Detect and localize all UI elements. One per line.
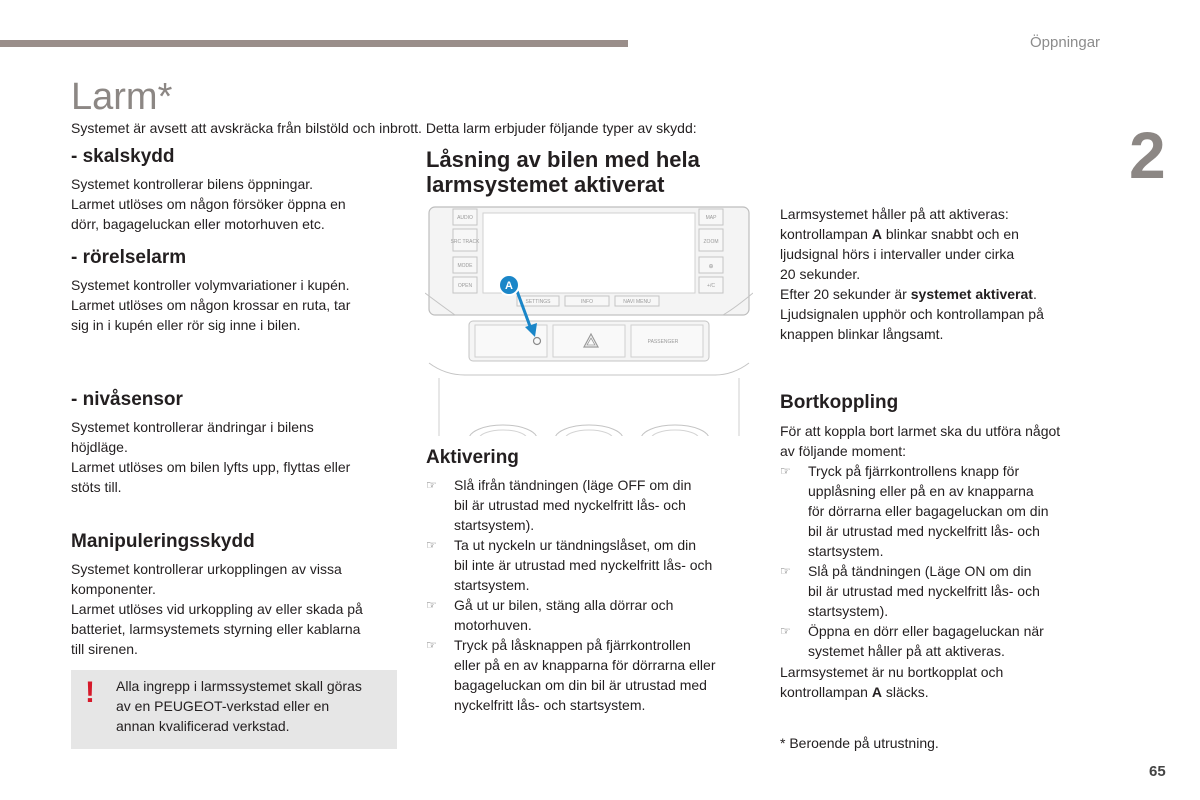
warning-line: av en PEUGEOT-verkstad eller en — [116, 698, 330, 714]
outro-text: släcks. — [881, 684, 929, 700]
lasning-heading — [426, 147, 700, 197]
nivasensor-line: Systemet kontrollerar ändringar i bilens — [71, 419, 314, 435]
step-line: Tryck på fjärrkontrollens knapp för — [808, 463, 1020, 479]
bortkoppling-heading: Bortkoppling — [780, 392, 899, 413]
softkey-info-label: INFO — [581, 299, 593, 305]
manipulering-line: Larmet utlöses vid urkoppling av eller skada på — [71, 601, 363, 617]
nivasensor-text — [71, 417, 350, 497]
pointing-hand-icon: ☞ — [780, 624, 791, 638]
btn-compass-label: ⊕ — [708, 264, 714, 270]
list-item — [426, 635, 716, 715]
softkey-settings-label: SETTINGS — [525, 299, 551, 305]
step-line: startsystem). — [454, 517, 535, 533]
page-number: 65 — [1149, 763, 1166, 780]
list-item — [426, 595, 716, 635]
step-line: bagageluckan om din bil är utrustad med — [454, 677, 707, 693]
step-line: eller på en av knapparna för dörrarna eller — [454, 657, 716, 673]
lamp-a-ref: A — [871, 226, 882, 242]
step-line: Öppna en dörr eller bagageluckan när — [808, 623, 1044, 639]
chapter-number: 2 — [1129, 118, 1166, 192]
nivasensor-line: Larmet utlöses om bilen lyfts upp, flyttas eller — [71, 459, 351, 475]
nivasensor-line: stöts till. — [71, 479, 122, 495]
list-item — [426, 475, 716, 535]
step-line: för dörrarna eller bagageluckan om din — [808, 503, 1049, 519]
info-line: knappen blinkar långsamt. — [780, 326, 944, 342]
dashboard-illustration — [425, 203, 753, 436]
step-line: startsystem. — [454, 577, 530, 593]
bortkoppling-outro — [780, 662, 1003, 702]
pointing-hand-icon: ☞ — [426, 598, 437, 612]
outro-line: Larmsystemet är nu bortkopplat och — [780, 664, 1004, 680]
aktivering-heading: Aktivering — [426, 447, 519, 468]
lasning-heading-line: larmsystemet aktiverat — [426, 172, 665, 197]
list-item — [426, 535, 716, 595]
btn-plusc-label: +/C — [707, 283, 715, 289]
step-line: Tryck på låsknappen på fjärrkontrollen — [454, 637, 691, 653]
btn-open-label: OPEN — [457, 283, 473, 289]
info-line: 20 sekunder. — [780, 266, 861, 282]
skalskydd-text — [71, 174, 346, 234]
outro-line — [780, 682, 1003, 702]
lamp-a-ref: A — [871, 684, 882, 700]
lasning-heading-line: Låsning av bilen med hela — [426, 147, 700, 172]
page-title: Larm* — [71, 76, 173, 118]
skalskydd-line: dörr, bagageluckan eller motorhuven etc. — [71, 216, 325, 232]
pointing-hand-icon: ☞ — [780, 464, 791, 478]
warning-text — [116, 676, 362, 736]
warning-line: annan kvalificerad verkstad. — [116, 718, 290, 734]
manipulering-text — [71, 559, 363, 659]
skalskydd-line: Systemet kontrollerar bilens öppningar. — [71, 176, 314, 192]
step-line: motorhuven. — [454, 617, 532, 633]
step-line: bil är utrustad med nyckelfritt lås- och — [808, 523, 1040, 539]
callout-a-label: A — [505, 280, 513, 292]
btn-zoom-label: ZOOM — [703, 239, 719, 245]
btn-mode-label: MODE — [457, 263, 473, 269]
manipulering-line: batteriet, larmsystemets styrning eller kablarna — [71, 621, 361, 637]
info-line — [780, 224, 1044, 244]
pointing-hand-icon: ☞ — [426, 638, 437, 652]
warning-icon: ! — [85, 676, 95, 709]
bortkoppling-intro — [780, 421, 1060, 461]
warning-box — [71, 670, 397, 749]
rorelselarm-text — [71, 275, 350, 335]
activation-info-text — [780, 204, 1044, 344]
intro-text: Systemet är avsett att avskräcka från bilstöld och inbrott. Detta larm erbjuder följande typer av skydd: — [71, 120, 697, 136]
step-line: bil är utrustad med nyckelfritt lås- och — [808, 583, 1040, 599]
bortkoppling-steps — [780, 461, 1048, 661]
step-line: bil är utrustad med nyckelfritt lås- och — [454, 497, 686, 513]
step-line: Slå på tändningen (Läge ON om din — [808, 563, 1032, 579]
manipulering-heading: Manipuleringsskydd — [71, 531, 255, 552]
nivasensor-line: höjdläge. — [71, 439, 128, 455]
warning-line: Alla ingrepp i larmssystemet skall göras — [116, 678, 362, 694]
manipulering-line: komponenter. — [71, 581, 156, 597]
step-line: startsystem. — [808, 543, 884, 559]
outro-text: kontrollampan — [780, 684, 872, 700]
manipulering-line: till sirenen. — [71, 641, 138, 657]
info-line: Larmsystemet håller på att aktiveras: — [780, 206, 1009, 222]
pointing-hand-icon: ☞ — [426, 478, 437, 492]
intro-line: För att koppla bort larmet ska du utföra något — [780, 423, 1061, 439]
step-line: Gå ut ur bilen, stäng alla dörrar och — [454, 597, 674, 613]
intro-line: av följande moment: — [780, 443, 907, 459]
system-activated-emphasis: systemet aktiverat — [910, 286, 1033, 302]
step-line: bil inte är utrustad med nyckelfritt lås- och — [454, 557, 713, 573]
step-line: nyckelfritt lås- och startsystem. — [454, 697, 646, 713]
step-line: Ta ut nyckeln ur tändningslåset, om din — [454, 537, 697, 553]
btn-audio-label: AUDIO — [457, 215, 473, 221]
manipulering-line: Systemet kontrollerar urkopplingen av vissa — [71, 561, 342, 577]
rorelselarm-line: Larmet utlöses om någon krossar en ruta, tar — [71, 297, 351, 313]
step-line: systemet håller på att aktiveras. — [808, 643, 1005, 659]
info-line: ljudsignal hörs i intervaller under cirka — [780, 246, 1015, 262]
rorelselarm-line: Systemet kontroller volymvariationer i kupén. — [71, 277, 350, 293]
nivasensor-heading: - nivåsensor — [71, 389, 183, 410]
skalskydd-heading: - skalskydd — [71, 146, 175, 167]
list-item — [780, 461, 1048, 561]
info-text: blinkar snabbt och en — [881, 226, 1019, 242]
info-text: Efter 20 sekunder är — [780, 286, 911, 302]
passenger-airbag-label: PASSENGER — [647, 339, 679, 345]
btn-map-label: MAP — [705, 215, 717, 221]
step-line: startsystem). — [808, 603, 889, 619]
info-line: Ljudsignalen upphör och kontrollampan på — [780, 306, 1044, 322]
info-text: kontrollampan — [780, 226, 872, 242]
step-line: upplåsning eller på en av knapparna — [808, 483, 1034, 499]
section-title: Öppningar — [1030, 34, 1101, 51]
btn-track-label: SRC TRACK — [450, 239, 480, 245]
aktivering-steps — [426, 475, 716, 715]
header-accent-bar — [0, 40, 628, 47]
pointing-hand-icon: ☞ — [780, 564, 791, 578]
list-item — [780, 561, 1048, 621]
info-text: . — [1032, 286, 1037, 302]
footnote: * Beroende på utrustning. — [780, 735, 939, 751]
rorelselarm-heading: - rörelselarm — [71, 247, 187, 268]
info-line — [780, 284, 1044, 304]
softkey-navi-label: NAVI MENU — [623, 299, 651, 305]
rorelselarm-line: sig in i kupén eller rör sig inne i bilen. — [71, 317, 301, 333]
list-item — [780, 621, 1048, 661]
pointing-hand-icon: ☞ — [426, 538, 437, 552]
step-line: Slå ifrån tändningen (läge OFF om din — [454, 477, 692, 493]
skalskydd-line: Larmet utlöses om någon försöker öppna en — [71, 196, 346, 212]
